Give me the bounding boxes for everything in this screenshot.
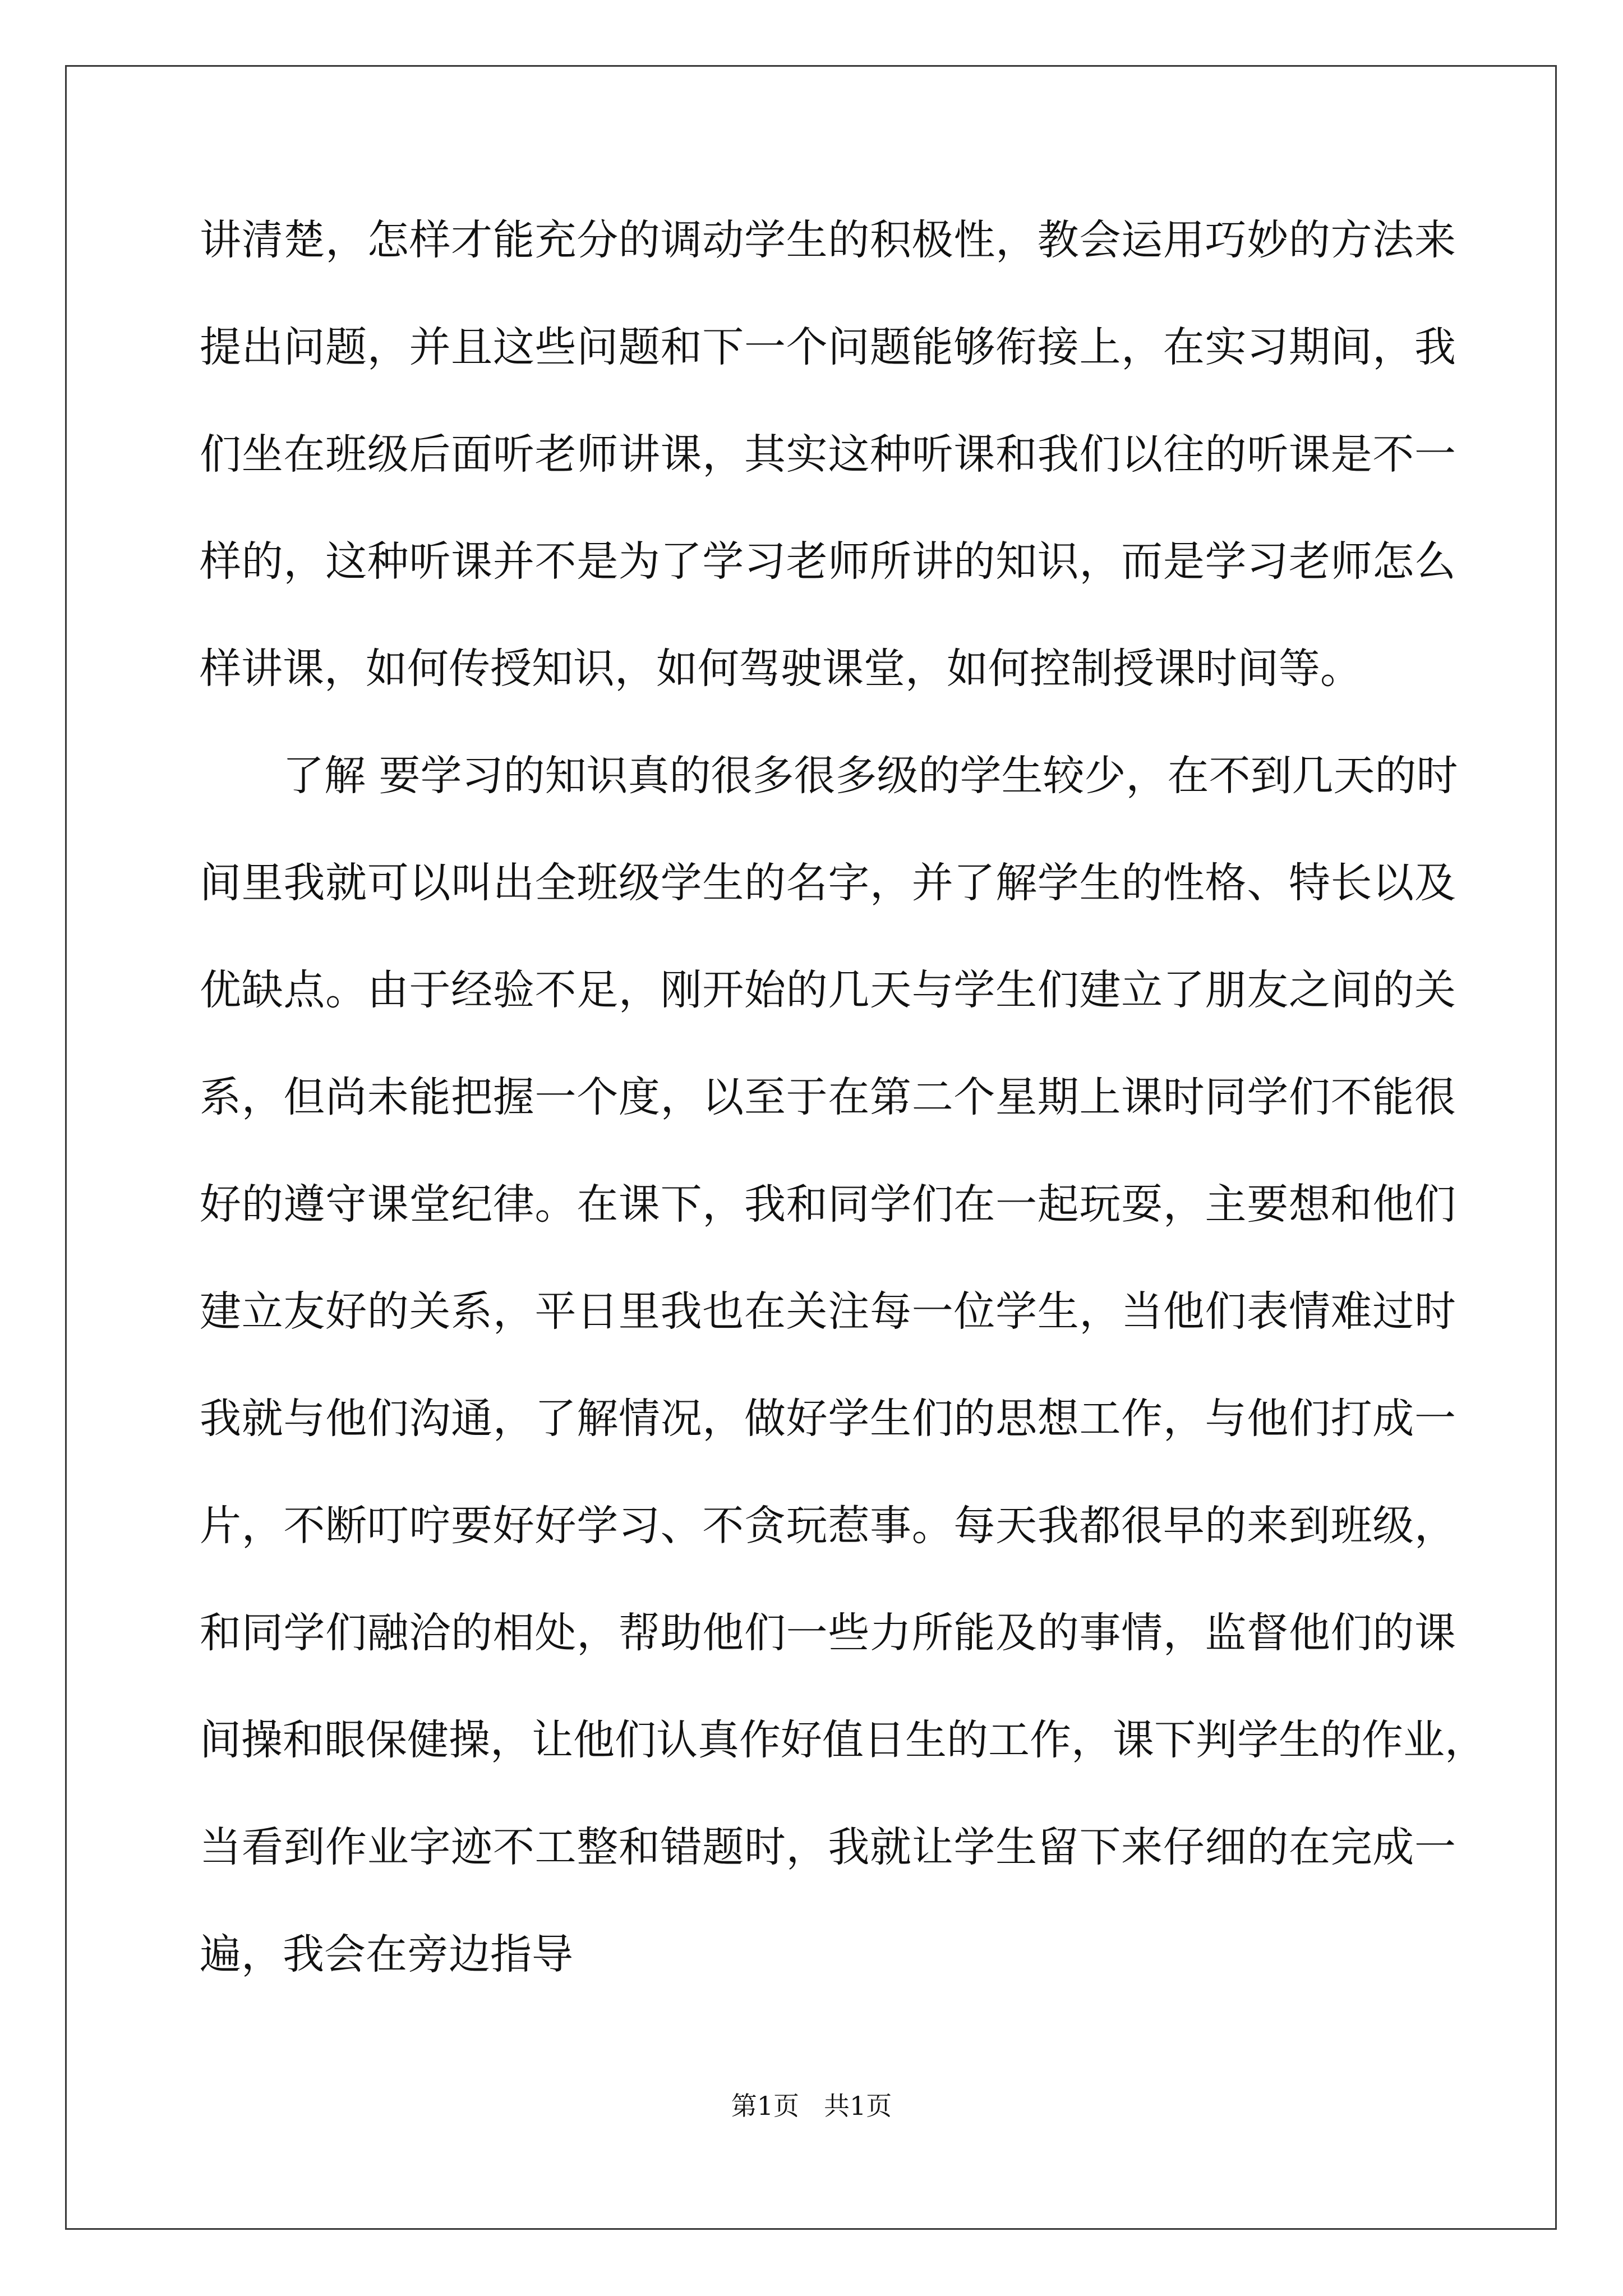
text-line: 和同学们融洽的相处，帮助他们一些力所能及的事情，监督他们的课 — [200, 1609, 1456, 1657]
paragraph-1 — [200, 206, 1456, 742]
text-line: 了解 要学习的知识真的很多很多级的学生较少，在不到几天的时 — [283, 752, 1458, 800]
text-line: 我就与他们沟通，了解情况，做好学生们的思想工作，与他们打成一 — [200, 1395, 1456, 1443]
page-number: 第1页 — [731, 2091, 800, 2121]
page-footer — [0, 2089, 1623, 2123]
text-line: 提出问题，并且这些问题和下一个问题能够衔接上，在实习期间，我 — [200, 323, 1456, 371]
page-total: 共1页 — [823, 2091, 892, 2121]
text-line: 好的遵守课堂纪律。在课下，我和同学们在一起玩耍，主要想和他们 — [200, 1180, 1456, 1228]
text-line: 遍，我会在旁边指导 — [200, 1930, 573, 1978]
text-line: 样讲课，如何传授知识，如何驾驶课堂，如何控制授课时间等。 — [200, 645, 1362, 693]
text-line: 间里我就可以叫出全班级学生的名字，并了解学生的性格、特长以及 — [200, 859, 1456, 907]
text-line: 们坐在班级后面听老师讲课，其实这种听课和我们以往的听课是不一 — [200, 430, 1456, 478]
text-line: 系，但尚未能把握一个度，以至于在第二个星期上课时同学们不能很 — [200, 1073, 1456, 1121]
text-line: 当看到作业字迹不工整和错题时，我就让学生留下来仔细的在完成一 — [200, 1823, 1456, 1871]
text-line: 建立友好的关系，平日里我也在关注每一位学生，当他们表情难过时 — [200, 1287, 1456, 1336]
text-line: 间操和眼保健操，让他们认真作好值日生的工作，课下判学生的作业， — [200, 1716, 1486, 1764]
text-line: 讲清楚，怎样才能充分的调动学生的积极性，教会运用巧妙的方法来 — [200, 216, 1456, 264]
text-line: 片，不断叮咛要好好学习、不贪玩惹事。每天我都很早的来到班级， — [200, 1502, 1456, 1550]
text-line: 优缺点。由于经验不足，刚开始的几天与学生们建立了朋友之间的关 — [200, 966, 1456, 1014]
text-line: 样的，这种听课并不是为了学习老师所讲的知识，而是学习老师怎么 — [200, 537, 1456, 586]
document-body — [200, 206, 1486, 2028]
paragraph-2 — [200, 742, 1486, 2028]
